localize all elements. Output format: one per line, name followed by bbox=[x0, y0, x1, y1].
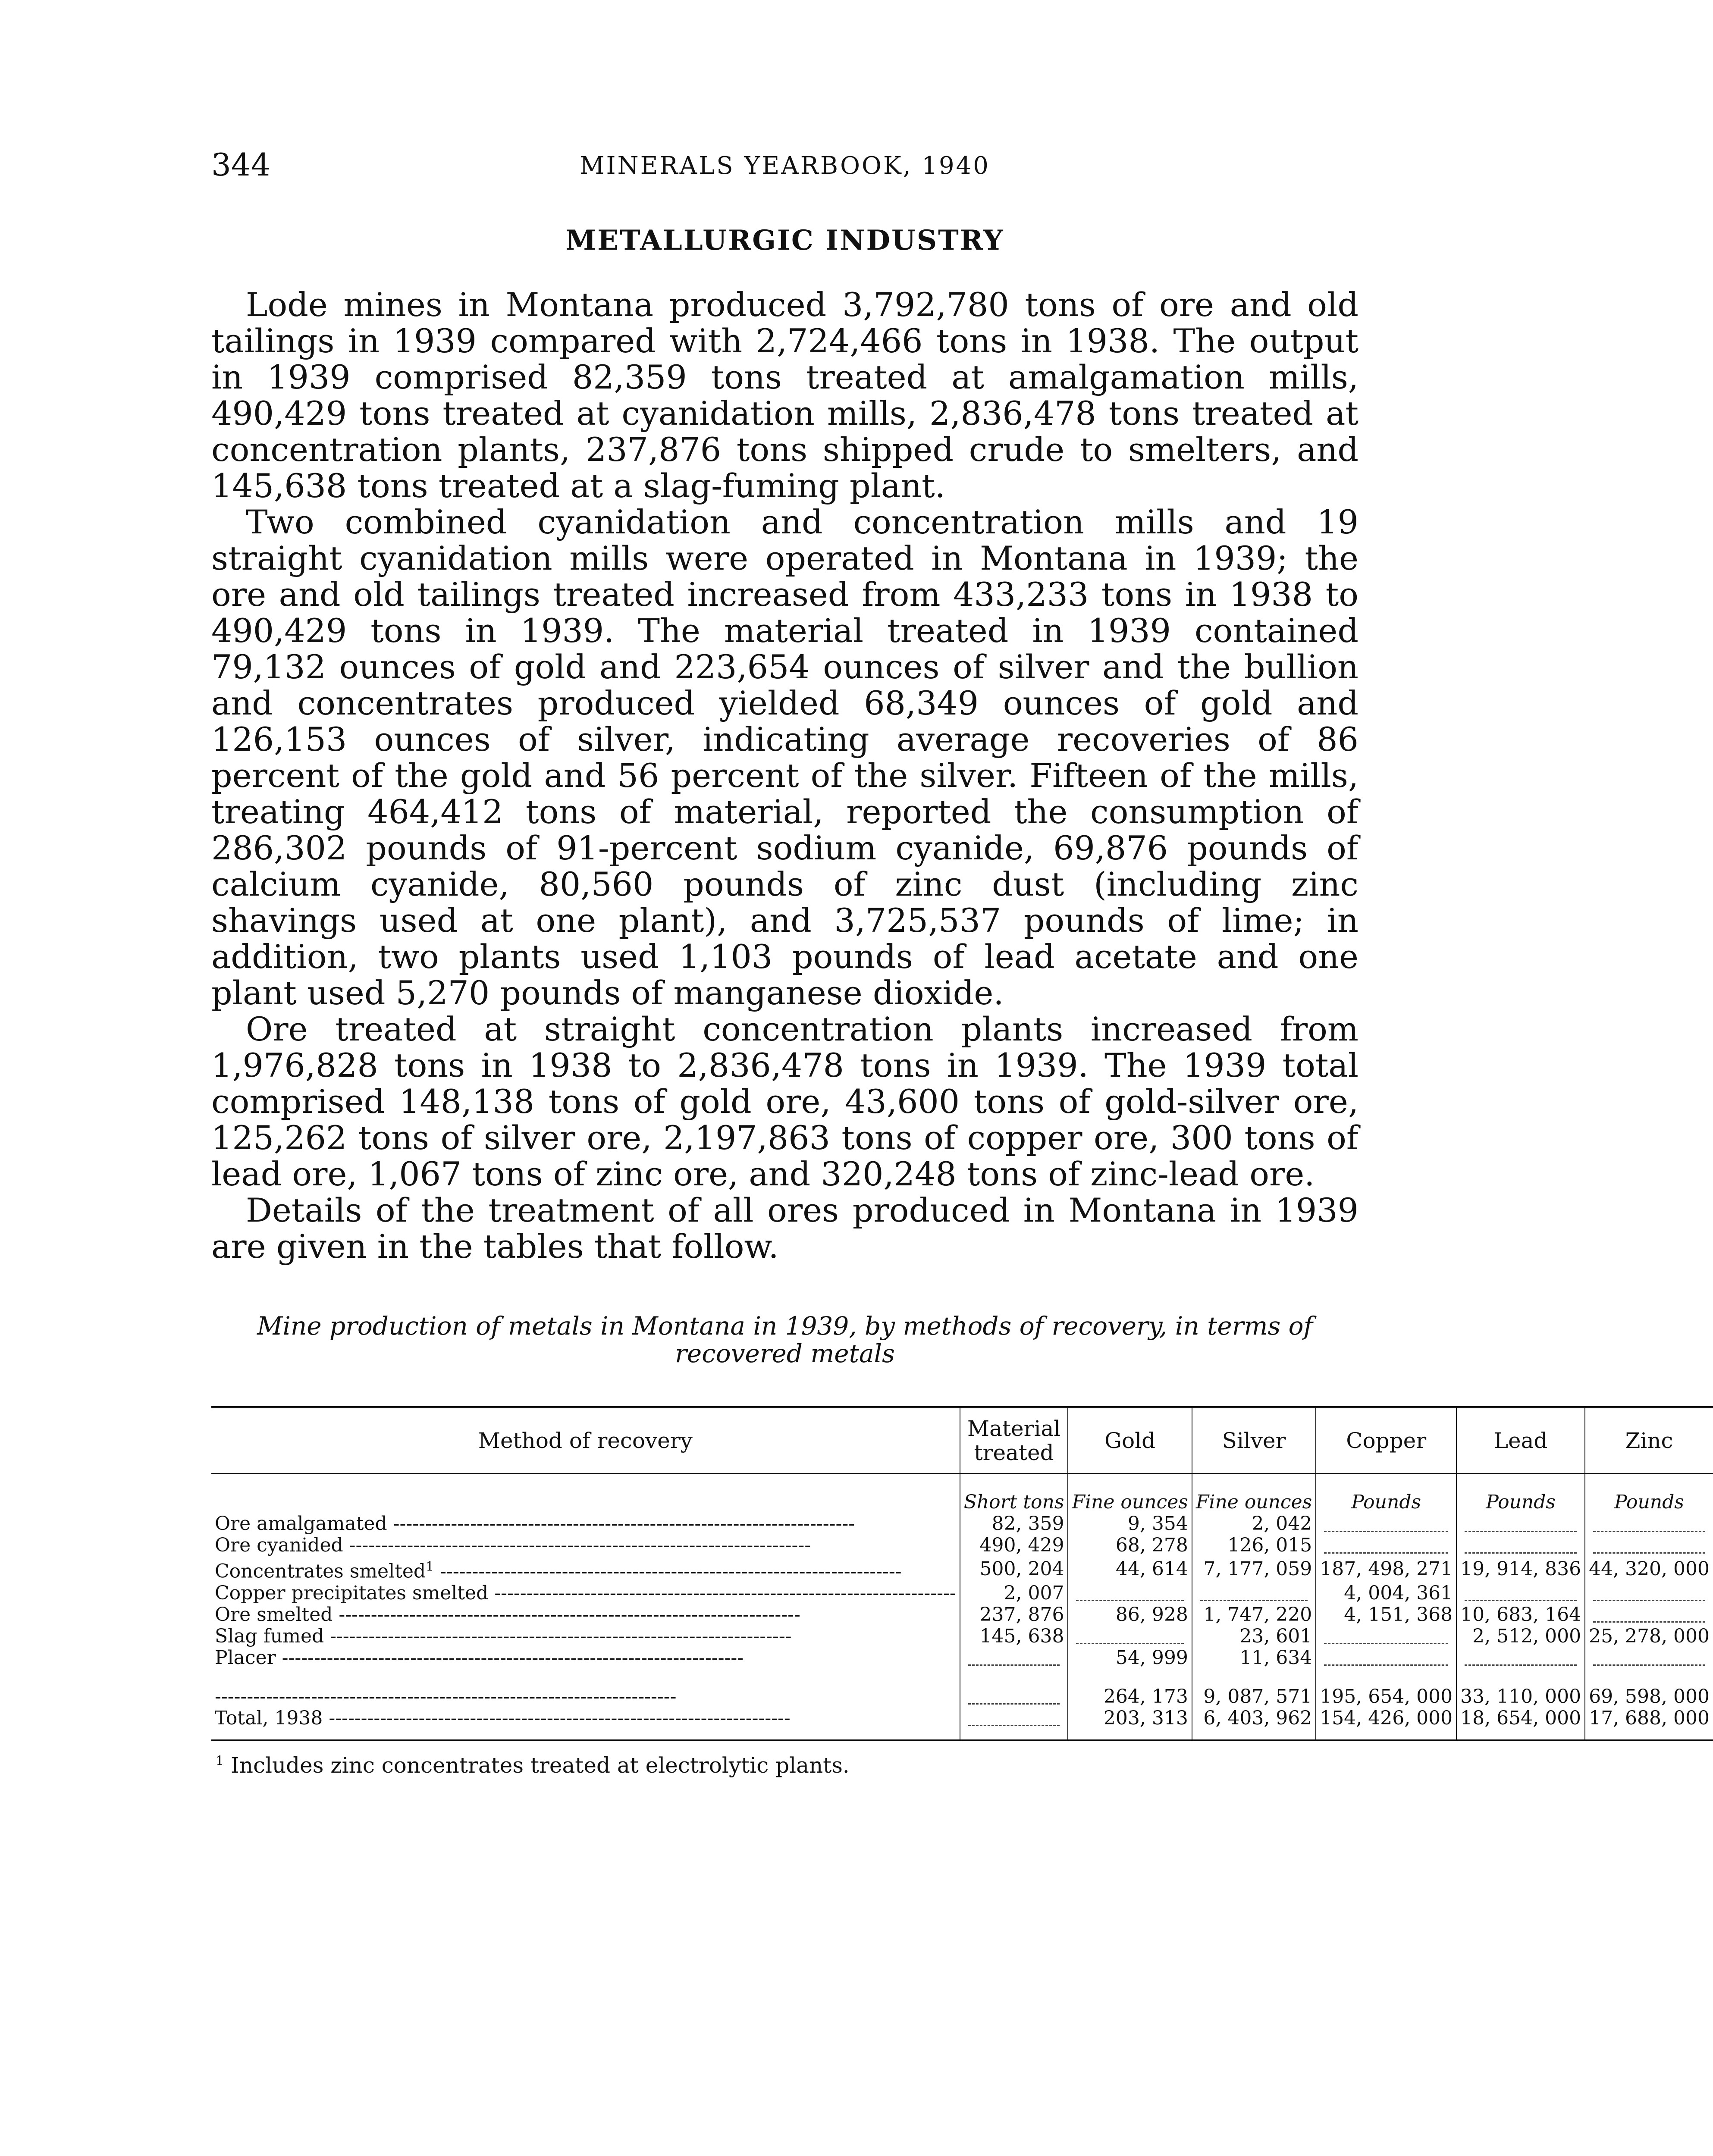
value-cell bbox=[1316, 1535, 1456, 1556]
unit-cell bbox=[211, 1474, 960, 1514]
empty-cell-dash bbox=[1324, 1538, 1448, 1554]
empty-cell-dash bbox=[1200, 1585, 1308, 1601]
value-cell: 18, 654, 000 bbox=[1456, 1708, 1585, 1740]
row-label bbox=[211, 1626, 960, 1647]
value-cell: 25, 278, 000 bbox=[1585, 1626, 1713, 1647]
table-row bbox=[211, 1513, 1713, 1535]
table-row bbox=[211, 1604, 1713, 1626]
value-cell bbox=[960, 1686, 1068, 1708]
leader-dots bbox=[488, 1582, 956, 1604]
value-cell: 69, 598, 000 bbox=[1585, 1686, 1713, 1708]
value-cell: 126, 015 bbox=[1192, 1535, 1316, 1556]
value-cell: 2, 042 bbox=[1192, 1513, 1316, 1535]
value-cell: 68, 278 bbox=[1068, 1535, 1192, 1556]
value-cell: 19, 914, 836 bbox=[1456, 1556, 1585, 1583]
empty-cell-dash bbox=[968, 1689, 1060, 1705]
value-cell: 44, 320, 000 bbox=[1585, 1556, 1713, 1583]
value-cell: 264, 173 bbox=[1068, 1686, 1192, 1708]
value-cell: 4, 004, 361 bbox=[1316, 1583, 1456, 1604]
value-cell: 9, 354 bbox=[1068, 1513, 1192, 1535]
empty-cell-dash bbox=[1324, 1516, 1448, 1532]
total-row bbox=[211, 1686, 1713, 1708]
value-cell: 23, 601 bbox=[1192, 1626, 1316, 1647]
leader-dots bbox=[323, 1707, 790, 1729]
unit-cell: Pounds bbox=[1456, 1474, 1585, 1514]
value-cell: 10, 683, 164 bbox=[1456, 1604, 1585, 1626]
table-footnote bbox=[216, 1753, 1358, 1778]
row-label bbox=[211, 1647, 960, 1669]
table-row bbox=[211, 1556, 1713, 1583]
value-cell: 4, 151, 368 bbox=[1316, 1604, 1456, 1626]
leader-dots bbox=[434, 1561, 901, 1583]
value-cell: 17, 688, 000 bbox=[1585, 1708, 1713, 1740]
empty-cell-dash bbox=[1593, 1516, 1705, 1532]
value-cell: 500, 204 bbox=[960, 1556, 1068, 1583]
paragraph: Ore treated at straight concentration plants increased from 1,976,828 tons in 1938 to 2,836,478 tons in 1939. The 1939 total comprised 148,138 tons of gold ore, 43,600 tons of gold-silver ore, 125,262 tons of silver ore, 2,197,863 tons of copper ore, 300 tons of lead ore, 1,067 tons of zinc ore, and 320,248 tons of zinc-lead ore. bbox=[211, 1010, 1358, 1193]
unit-cell: Fine ounces bbox=[1192, 1474, 1316, 1514]
value-cell: 154, 426, 000 bbox=[1316, 1708, 1456, 1740]
value-cell: 203, 313 bbox=[1068, 1708, 1192, 1740]
value-cell bbox=[960, 1647, 1068, 1669]
value-cell: 11, 634 bbox=[1192, 1647, 1316, 1669]
row-label-text: Placer bbox=[215, 1646, 276, 1669]
row-label bbox=[211, 1686, 960, 1708]
row-label-text: Concentrates smelted bbox=[215, 1560, 426, 1583]
value-cell: 33, 110, 000 bbox=[1456, 1686, 1585, 1708]
empty-cell-dash bbox=[968, 1650, 1060, 1666]
row-label bbox=[211, 1556, 960, 1583]
running-title: MINERALS YEARBOOK, 1940 bbox=[580, 152, 990, 180]
table-header-row bbox=[211, 1407, 1713, 1474]
running-header bbox=[211, 147, 1358, 194]
leader-dots bbox=[276, 1647, 744, 1669]
row-label-text: Ore cyanided bbox=[215, 1534, 343, 1556]
row-label-text: Slag fumed bbox=[215, 1625, 324, 1647]
paragraph: Two combined cyanidation and concentration mills and 19 straight cyanidation mills were operated in Montana in 1939; the ore and old tailings treated increased from 433,233 tons in 1938 to 490,429 tons in 1939. The material treated in 1939 contained 79,132 ounces of gold and 223,654 ounces of silver and the bullion and concentrates produced yielded 68,349 ounces of gold and 126,153 ounces of silver, indicating average recoveries of 86 percent of the gold and 56 percent of the silver. Fifteen of the mills, treating 464,412 tons of material, reported the consumption of 286,302 pounds of 91-percent sodium cyanide, 69,876 pounds of calcium cyanide, 80,560 pounds of zinc dust (including zinc shavings used at one plant), and 3,725,537 pounds of lime; in addition, two plants used 1,103 pounds of lead acetate and one plant used 5,270 pounds of manganese dioxide. bbox=[211, 503, 1358, 1012]
unit-cell: Fine ounces bbox=[1068, 1474, 1192, 1514]
value-cell bbox=[1456, 1647, 1585, 1669]
empty-cell-dash bbox=[1593, 1538, 1705, 1554]
empty-cell-dash bbox=[1593, 1585, 1705, 1601]
value-cell bbox=[960, 1708, 1068, 1740]
leader-dots bbox=[215, 1686, 676, 1708]
value-cell: 7, 177, 059 bbox=[1192, 1556, 1316, 1583]
column-header: Method of recovery bbox=[211, 1407, 960, 1474]
unit-cell: Pounds bbox=[1316, 1474, 1456, 1514]
paragraph: Lode mines in Montana produced 3,792,780 tons of ore and old tailings in 1939 compared with 2,724,466 tons in 1938. The output in 1939 comprised 82,359 tons treated at amalgamation mills, 490,429 tons treated at cyanidation mills, 2,836,478 tons treated at concentration plants, 237,876 tons shipped crude to smelters, and 145,638 tons treated at a slag-fuming plant. bbox=[211, 285, 1358, 505]
value-cell bbox=[1456, 1513, 1585, 1535]
unit-cell: Short tons bbox=[960, 1474, 1068, 1514]
table-row bbox=[211, 1647, 1713, 1669]
leader-dots bbox=[343, 1534, 811, 1556]
row-label bbox=[211, 1535, 960, 1556]
section-title: METALLURGIC INDUSTRY bbox=[565, 224, 1004, 257]
row-label-text: Ore amalgamated bbox=[215, 1513, 387, 1535]
unit-cell: Pounds bbox=[1585, 1474, 1713, 1514]
footnote-ref: 1 bbox=[426, 1559, 434, 1574]
empty-cell-dash bbox=[968, 1710, 1060, 1726]
value-cell: 82, 359 bbox=[960, 1513, 1068, 1535]
value-cell: 86, 928 bbox=[1068, 1604, 1192, 1626]
row-label-text: Copper precipitates smelted bbox=[215, 1582, 489, 1604]
value-cell bbox=[1585, 1513, 1713, 1535]
value-cell: 2, 007 bbox=[960, 1583, 1068, 1604]
value-cell: 54, 999 bbox=[1068, 1647, 1192, 1669]
empty-cell-dash bbox=[1324, 1650, 1448, 1666]
value-cell: 195, 654, 000 bbox=[1316, 1686, 1456, 1708]
value-cell: 237, 876 bbox=[960, 1604, 1068, 1626]
empty-cell-dash bbox=[1076, 1628, 1183, 1644]
value-cell bbox=[1456, 1583, 1585, 1604]
value-cell: 490, 429 bbox=[960, 1535, 1068, 1556]
units-row bbox=[211, 1474, 1713, 1514]
empty-cell-dash bbox=[1593, 1607, 1705, 1623]
value-cell: 2, 512, 000 bbox=[1456, 1626, 1585, 1647]
value-cell bbox=[1316, 1513, 1456, 1535]
value-cell bbox=[1585, 1583, 1713, 1604]
value-cell bbox=[1585, 1604, 1713, 1626]
column-header: Material treated bbox=[960, 1407, 1068, 1474]
row-label bbox=[211, 1604, 960, 1626]
leader-dots bbox=[387, 1513, 855, 1535]
value-cell: 44, 614 bbox=[1068, 1556, 1192, 1583]
leader-dots bbox=[333, 1604, 800, 1626]
column-header: Silver bbox=[1192, 1407, 1316, 1474]
table-caption: Mine production of metals in Montana in 1939, by methods of recovery, in terms of recovered metals bbox=[257, 1311, 1313, 1368]
empty-cell-dash bbox=[1465, 1538, 1577, 1554]
recovery-table bbox=[211, 1406, 1713, 1741]
row-label bbox=[211, 1513, 960, 1535]
paragraph: Details of the treatment of all ores produced in Montana in 1939 are given in the tables that follow. bbox=[211, 1191, 1358, 1266]
row-label bbox=[211, 1583, 960, 1604]
footnote-marker: 1 bbox=[216, 1753, 224, 1768]
value-cell: 6, 403, 962 bbox=[1192, 1708, 1316, 1740]
value-cell: 1, 747, 220 bbox=[1192, 1604, 1316, 1626]
value-cell: 187, 498, 271 bbox=[1316, 1556, 1456, 1583]
value-cell bbox=[1585, 1535, 1713, 1556]
empty-cell-dash bbox=[1593, 1650, 1705, 1666]
empty-cell-dash bbox=[1465, 1585, 1577, 1601]
value-cell bbox=[1456, 1535, 1585, 1556]
column-header: Lead bbox=[1456, 1407, 1585, 1474]
value-cell bbox=[1316, 1626, 1456, 1647]
value-cell bbox=[1068, 1583, 1192, 1604]
leader-dots bbox=[324, 1625, 791, 1647]
value-cell bbox=[1316, 1647, 1456, 1669]
empty-cell-dash bbox=[1465, 1650, 1577, 1666]
footnote-text: Includes zinc concentrates treated at electrolytic plants. bbox=[231, 1752, 850, 1778]
value-cell bbox=[1585, 1647, 1713, 1669]
column-header: Zinc bbox=[1585, 1407, 1713, 1474]
value-cell: 9, 087, 571 bbox=[1192, 1686, 1316, 1708]
spacer-row bbox=[211, 1669, 1713, 1686]
document-page bbox=[211, 147, 1710, 1778]
row-label bbox=[211, 1708, 960, 1740]
page-number: 344 bbox=[211, 147, 271, 183]
value-cell bbox=[1192, 1583, 1316, 1604]
table-row bbox=[211, 1583, 1713, 1604]
row-label-text: Ore smelted bbox=[215, 1603, 333, 1626]
empty-cell-dash bbox=[1465, 1516, 1577, 1532]
empty-cell-dash bbox=[1076, 1585, 1183, 1601]
table-row bbox=[211, 1626, 1713, 1647]
row-label-text: Total, 1938 bbox=[215, 1707, 323, 1729]
value-cell bbox=[1068, 1626, 1192, 1647]
empty-cell-dash bbox=[1324, 1628, 1448, 1644]
column-header: Gold bbox=[1068, 1407, 1192, 1474]
table-row bbox=[211, 1535, 1713, 1556]
total-row bbox=[211, 1708, 1713, 1740]
value-cell: 145, 638 bbox=[960, 1626, 1068, 1647]
column-header: Copper bbox=[1316, 1407, 1456, 1474]
